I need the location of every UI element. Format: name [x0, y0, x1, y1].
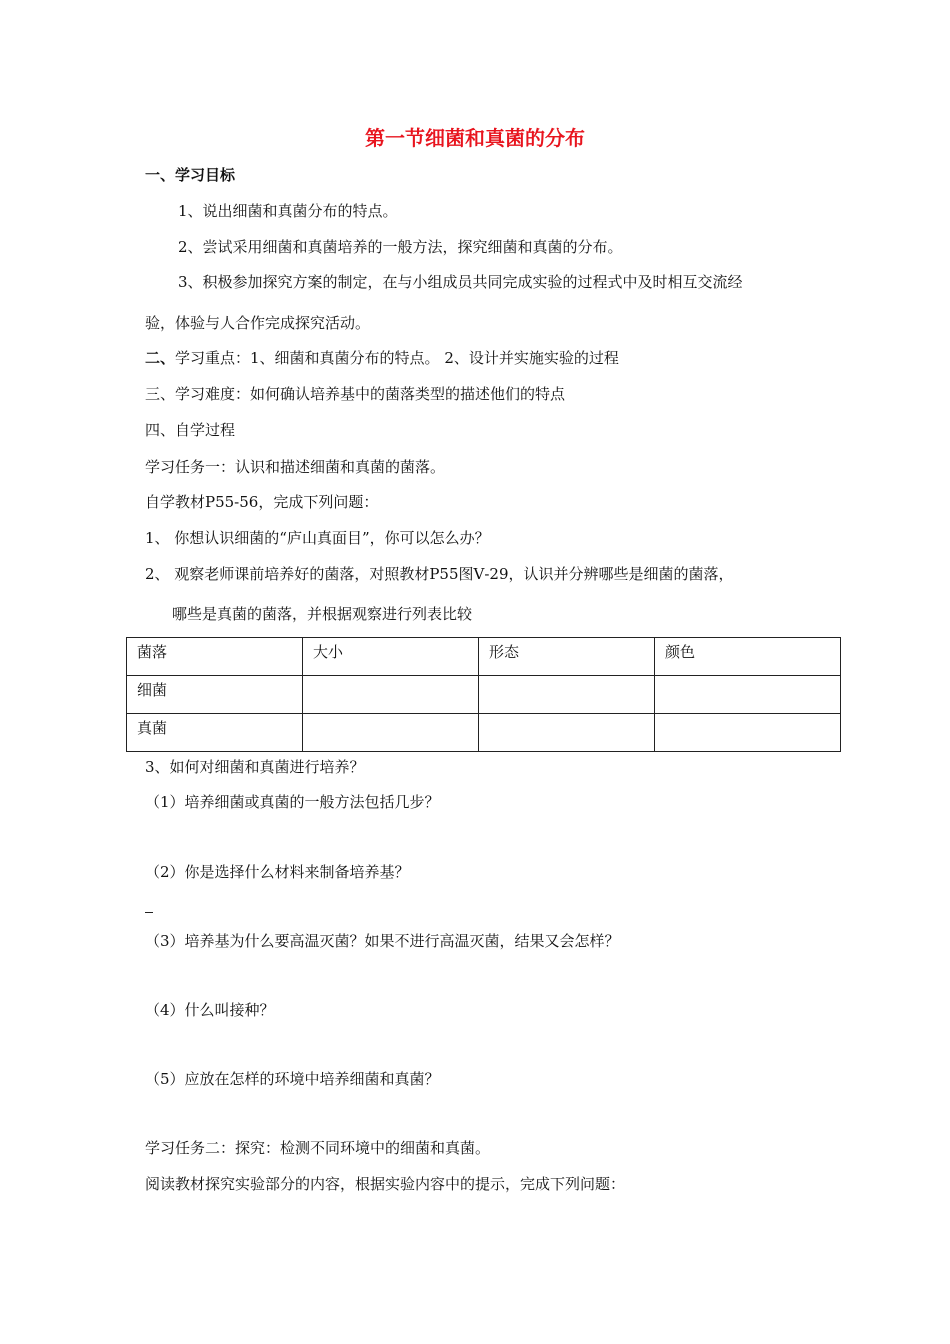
- question-2-line1: 2、 观察老师课前培养好的菌落，对照教材P55图Ⅴ-29，认识并分辨哪些是细菌的菌落，: [145, 565, 734, 583]
- task-1-heading: 学习任务一：认识和描述细菌和真菌的菌落。: [145, 458, 446, 476]
- section-difficulty: 三、学习难度：如何确认培养基中的菌落类型的描述他们的特点: [145, 385, 566, 403]
- table-cell: [303, 676, 479, 714]
- section-self-study: 四、自学过程: [145, 421, 236, 439]
- table-header-cell: 大小: [303, 638, 479, 676]
- table-cell: [479, 714, 655, 752]
- goal-item-3-line1: 3、积极参加探究方案的制定，在与小组成员共同完成实验的过程式中及时相互交流经: [178, 273, 743, 291]
- question-3-1: （1）培养细菌或真菌的一般方法包括几步？: [145, 793, 440, 811]
- section-heading-goals: 一、学习目标: [145, 166, 236, 184]
- table-header-cell: 菌落: [127, 638, 303, 676]
- question-3-2: （2）你是选择什么材料来制备培养基？: [145, 863, 410, 881]
- table-header-row: [127, 638, 841, 676]
- self-study-instruction: 自学教材P55-56，完成下列问题：: [145, 493, 379, 511]
- question-3-3: （3）培养基为什么要高温灭菌？如果不进行高温灭菌，结果又会怎样？: [145, 932, 620, 950]
- question-2-line2: 哪些是真菌的菌落，并根据观察进行列表比较: [172, 605, 473, 623]
- question-3-5: （5）应放在怎样的环境中培养细菌和真菌？: [145, 1070, 440, 1088]
- key-points-text: 学习重点：1、细菌和真菌分布的特点。 2、设计并实施实验的过程: [175, 349, 619, 367]
- table-header-cell: 颜色: [655, 638, 841, 676]
- task-2-heading: 学习任务二：探究：检测不同环境中的细菌和真菌。: [145, 1139, 491, 1157]
- table-row: [127, 676, 841, 714]
- section-number-2: 二、: [145, 349, 176, 367]
- question-3: 3、如何对细菌和真菌进行培养？: [145, 758, 365, 776]
- question-3-4: （4）什么叫接种？: [145, 1001, 275, 1019]
- comparison-table: [126, 637, 841, 752]
- table-cell: [303, 714, 479, 752]
- table-cell: [655, 714, 841, 752]
- table-cell: [479, 676, 655, 714]
- goal-item-3-line2: 验，体验与人合作完成探究活动。: [145, 314, 371, 332]
- section-key-points: [145, 348, 619, 368]
- question-1: 1、 你想认识细菌的“庐山真面目”，你可以怎么办？: [145, 529, 490, 547]
- table-cell: 真菌: [127, 714, 303, 752]
- table-cell: [655, 676, 841, 714]
- table-cell: 细菌: [127, 676, 303, 714]
- goal-item-1: 1、说出细菌和真菌分布的特点。: [178, 202, 398, 220]
- goal-item-2: 2、尝试采用细菌和真菌培养的一般方法，探究细菌和真菌的分布。: [178, 238, 623, 256]
- page-title: 第一节细菌和真菌的分布: [365, 126, 585, 150]
- table-row: [127, 714, 841, 752]
- table-header-cell: 形态: [479, 638, 655, 676]
- dash-mark: [145, 912, 153, 913]
- reading-instruction: 阅读教材探究实验部分的内容，根据实验内容中的提示，完成下列问题：: [145, 1175, 626, 1193]
